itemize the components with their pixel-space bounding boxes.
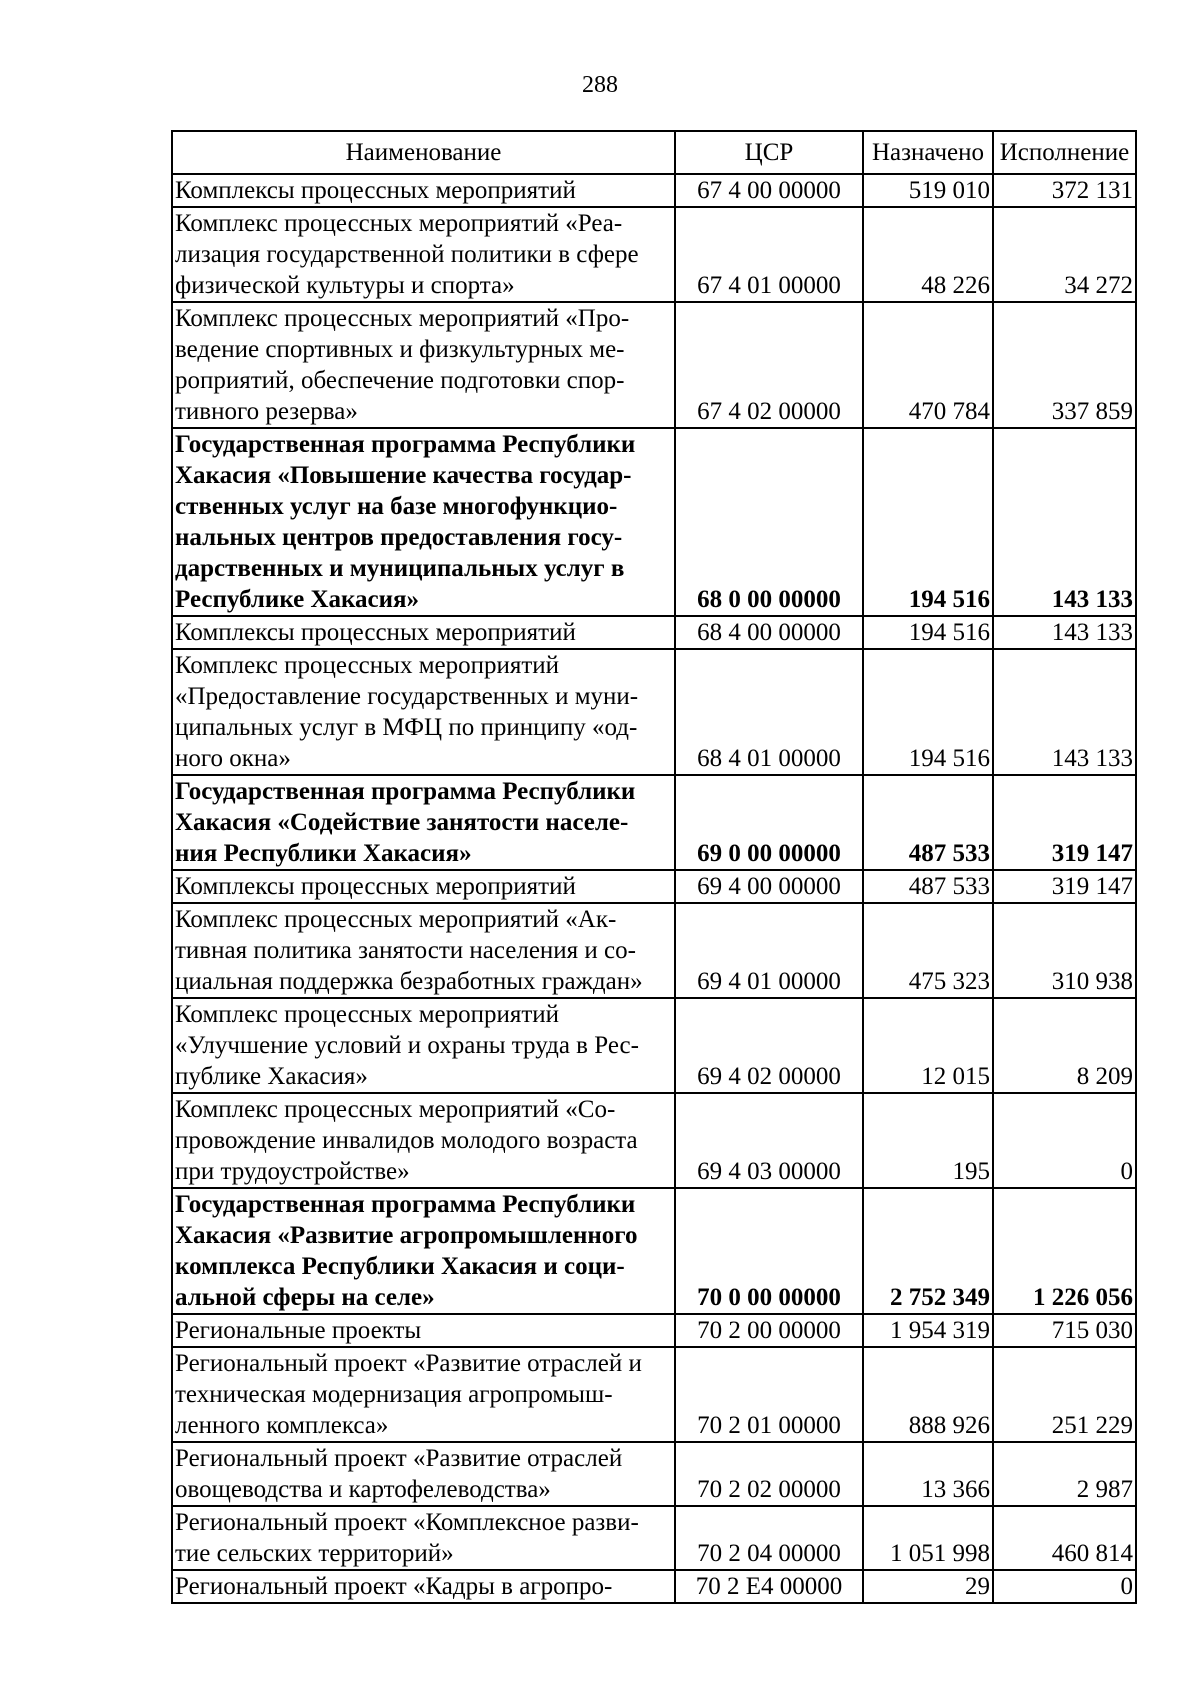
table-row [172,428,1136,616]
row-planned: 194 516 [863,428,993,616]
table-row [172,870,1136,903]
row-name-line: Комплекс процессных мероприятий «Про- [175,305,630,332]
row-executed: 8 209 [993,998,1136,1093]
row-name [172,998,675,1093]
row-planned: 487 533 [863,870,993,903]
row-name [172,1506,675,1570]
table-row [172,616,1136,649]
row-csr: 69 4 00 00000 [675,870,863,903]
row-planned: 475 323 [863,903,993,998]
row-executed: 310 938 [993,903,1136,998]
row-name-line: альной сферы на селе» [175,1284,435,1311]
row-csr: 68 4 01 00000 [675,649,863,775]
row-csr: 69 4 02 00000 [675,998,863,1093]
row-name-line: ципальных услуг в МФЦ по принципу «од- [175,714,638,741]
row-name-line: тивного резерва» [175,398,358,425]
row-name-line: Государственная программа Республики [175,778,636,805]
row-planned: 195 [863,1093,993,1188]
row-csr: 68 4 00 00000 [675,616,863,649]
row-name [172,1093,675,1188]
row-executed: 337 859 [993,302,1136,428]
row-name-line: овощеводства и картофелеводства» [175,1476,551,1503]
row-csr: 68 0 00 00000 [675,428,863,616]
row-name [172,1442,675,1506]
row-name-line: «Предоставление государственных и муни- [175,683,639,710]
row-planned: 194 516 [863,616,993,649]
row-planned: 487 533 [863,775,993,870]
row-planned: 1 051 998 [863,1506,993,1570]
row-name [172,616,675,649]
table-row [172,903,1136,998]
table-row [172,1570,1136,1603]
row-name-line: Государственная программа Республики [175,1191,636,1218]
row-name [172,1570,675,1603]
table-header-row [172,131,1136,174]
table-row [172,174,1136,207]
row-planned: 13 366 [863,1442,993,1506]
row-executed: 372 131 [993,174,1136,207]
row-name-line: роприятий, обеспечение подготовки спор- [175,367,625,394]
table-row [172,1347,1136,1442]
row-planned: 12 015 [863,998,993,1093]
row-name-line: Хакасия «Развитие агропромышленного [175,1222,638,1249]
row-name-line: Комплексы процессных мероприятий [175,619,576,646]
row-csr: 67 4 01 00000 [675,207,863,302]
row-name-line: провождение инвалидов молодого возраста [175,1127,638,1154]
row-name-line: Региональные проекты [175,1317,422,1344]
row-executed: 0 [993,1093,1136,1188]
row-name [172,775,675,870]
row-executed: 1 226 056 [993,1188,1136,1314]
row-name-line: Комплекс процессных мероприятий [175,652,560,679]
row-csr: 67 4 02 00000 [675,302,863,428]
row-name-line: ного окна» [175,745,291,772]
table-row [172,1314,1136,1347]
row-name-line: нальных центров предоставления госу- [175,524,623,551]
row-name [172,207,675,302]
row-name-line: комплекса Республики Хакасия и соци- [175,1253,625,1280]
row-name-line: ния Республики Хакасия» [175,840,472,867]
row-executed: 319 147 [993,775,1136,870]
table-row [172,302,1136,428]
table-row [172,207,1136,302]
row-name-line: Комплекс процессных мероприятий «Ак- [175,906,617,933]
row-csr: 70 2 04 00000 [675,1506,863,1570]
row-csr: 70 2 02 00000 [675,1442,863,1506]
row-planned: 519 010 [863,174,993,207]
table-row [172,649,1136,775]
row-csr: 69 4 01 00000 [675,903,863,998]
row-name-line: публике Хакасия» [175,1063,368,1090]
row-name-line: Региональный проект «Развитие отраслей и [175,1350,642,1377]
row-name [172,428,675,616]
row-csr: 67 4 00 00000 [675,174,863,207]
row-executed: 2 987 [993,1442,1136,1506]
row-name-line: Хакасия «Повышение качества государ- [175,462,632,489]
row-name-line: дарственных и муниципальных услуг в [175,555,625,582]
row-executed: 143 133 [993,428,1136,616]
row-planned: 2 752 349 [863,1188,993,1314]
row-name-line: при трудоустройстве» [175,1158,410,1185]
row-name [172,903,675,998]
row-name-line: техническая модернизация агропромыш- [175,1381,613,1408]
row-name-line: «Улучшение условий и охраны труда в Рес- [175,1032,639,1059]
row-name-line: Комплекс процессных мероприятий «Со- [175,1096,616,1123]
header-planned: Назначено [863,131,993,174]
row-executed: 143 133 [993,616,1136,649]
row-name [172,1188,675,1314]
row-name-line: Республике Хакасия» [175,586,420,613]
row-name-line: циальная поддержка безработных граждан» [175,968,643,995]
row-name-line: Региональный проект «Развитие отраслей [175,1445,623,1472]
row-name [172,1314,675,1347]
row-executed: 143 133 [993,649,1136,775]
row-name-line: Комплекс процессных мероприятий [175,1001,560,1028]
table-row [172,998,1136,1093]
row-name [172,302,675,428]
row-name [172,1347,675,1442]
row-name-line: ведение спортивных и физкультурных ме- [175,336,625,363]
row-planned: 470 784 [863,302,993,428]
row-name-line: лизация государственной политики в сфере [175,241,639,268]
row-name-line: Комплексы процессных мероприятий [175,177,576,204]
page-number: 288 [582,72,618,98]
row-name-line: Региональный проект «Кадры в агропро- [175,1573,613,1600]
row-executed: 319 147 [993,870,1136,903]
table-row [172,1188,1136,1314]
row-name-line: физической культуры и спорта» [175,272,515,299]
row-name-line: тие сельских территорий» [175,1540,454,1567]
row-executed: 34 272 [993,207,1136,302]
table-body [172,174,1136,1603]
budget-execution-table [171,130,1137,1604]
row-name-line: Комплекс процессных мероприятий «Реа- [175,210,623,237]
row-name-line: ленного комплекса» [175,1412,389,1439]
table-row [172,1506,1136,1570]
row-planned: 888 926 [863,1347,993,1442]
row-name [172,174,675,207]
row-executed: 715 030 [993,1314,1136,1347]
header-name: Наименование [172,131,675,174]
row-name-line: Государственная программа Республики [175,431,636,458]
row-csr: 69 4 03 00000 [675,1093,863,1188]
row-name-line: ственных услуг на базе многофункцио- [175,493,618,520]
row-executed: 0 [993,1570,1136,1603]
row-name-line: тивная политика занятости населения и со- [175,937,636,964]
row-name [172,870,675,903]
row-planned: 48 226 [863,207,993,302]
row-name [172,649,675,775]
row-csr: 69 0 00 00000 [675,775,863,870]
row-csr: 70 2 Е4 00000 [675,1570,863,1603]
table-row [172,1442,1136,1506]
row-planned: 29 [863,1570,993,1603]
row-csr: 70 2 01 00000 [675,1347,863,1442]
table-row [172,775,1136,870]
row-planned: 1 954 319 [863,1314,993,1347]
row-executed: 460 814 [993,1506,1136,1570]
header-executed: Исполнение [993,131,1136,174]
table-row [172,1093,1136,1188]
header-csr: ЦСР [675,131,863,174]
row-csr: 70 0 00 00000 [675,1188,863,1314]
row-name-line: Комплексы процессных мероприятий [175,873,576,900]
row-csr: 70 2 00 00000 [675,1314,863,1347]
row-executed: 251 229 [993,1347,1136,1442]
row-name-line: Региональный проект «Комплексное разви- [175,1509,639,1536]
row-name-line: Хакасия «Содействие занятости населе- [175,809,629,836]
row-planned: 194 516 [863,649,993,775]
